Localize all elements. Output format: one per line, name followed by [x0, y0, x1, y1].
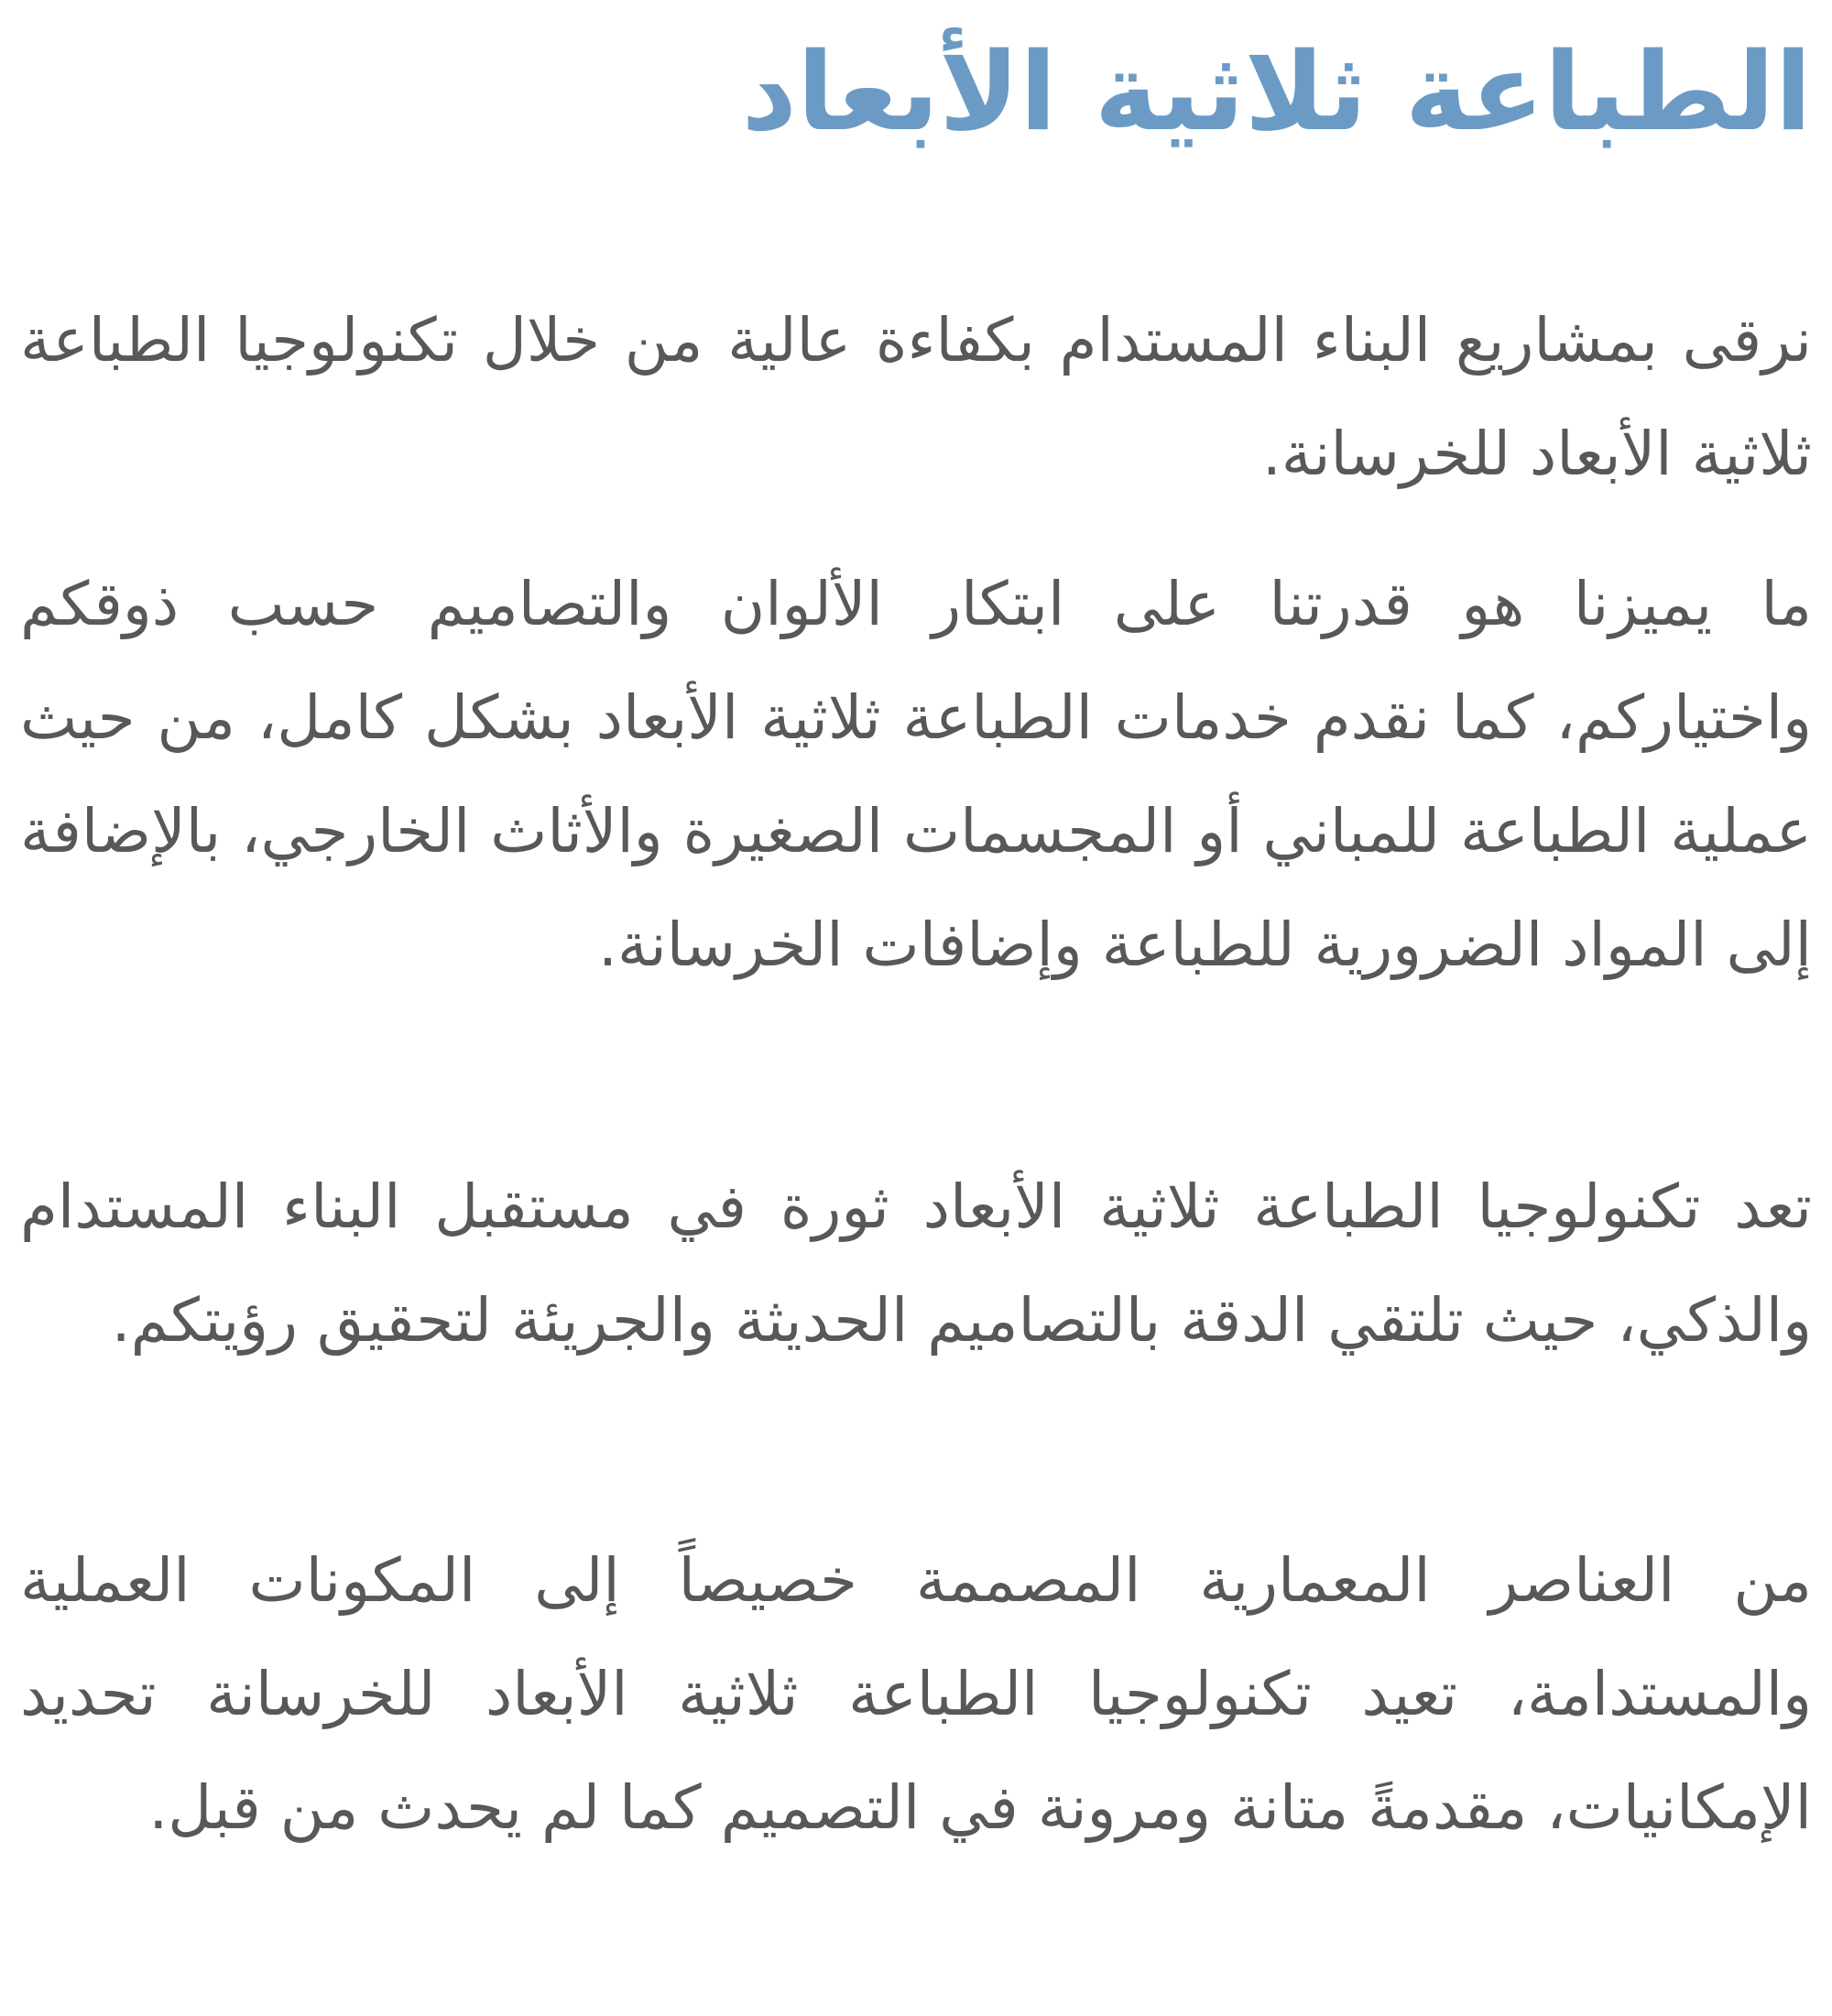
page-title: الطباعة ثلاثية الأبعاد	[741, 28, 1812, 155]
article	[20, 0, 1812, 2016]
paragraph-revolution: تعد تكنولوجيا الطباعة ثلاثية الأبعاد ثورة في مستقبل البناء المستدام والذكي، حيث تلتقي الدقة بالتصاميم الحديثة والجريئة لتحقيق رؤيتكم.	[20, 1171, 1812, 1356]
paragraph-possibilities: من العناصر المعمارية المصممة خصيصاً إلى المكونات العملية والمستدامة، تعيد تكنولوجيا الطباعة ثلاثية الأبعاد للخرسانة تحديد الإمكانيات، مقدمةً متانة ومرونة في التصميم كما لم يحدث من قبل.	[20, 1545, 1812, 1843]
paragraph-intro: نرقى بمشاريع البناء المستدام بكفاءة عالية من خلال تكنولوجيا الطباعة ثلاثية الأبعاد للخرسانة.	[20, 305, 1812, 489]
paragraph-services: ما يميزنا هو قدرتنا على ابتكار الألوان والتصاميم حسب ذوقكم واختياركم، كما نقدم خدمات الطباعة ثلاثية الأبعاد بشكل كامل، من حيث عملية الطباعة للمباني أو المجسمات الصغيرة والأثاث الخارجي، بالإضافة إلى المواد الضرورية للطباعة وإضافات الخرسانة.	[20, 569, 1812, 980]
